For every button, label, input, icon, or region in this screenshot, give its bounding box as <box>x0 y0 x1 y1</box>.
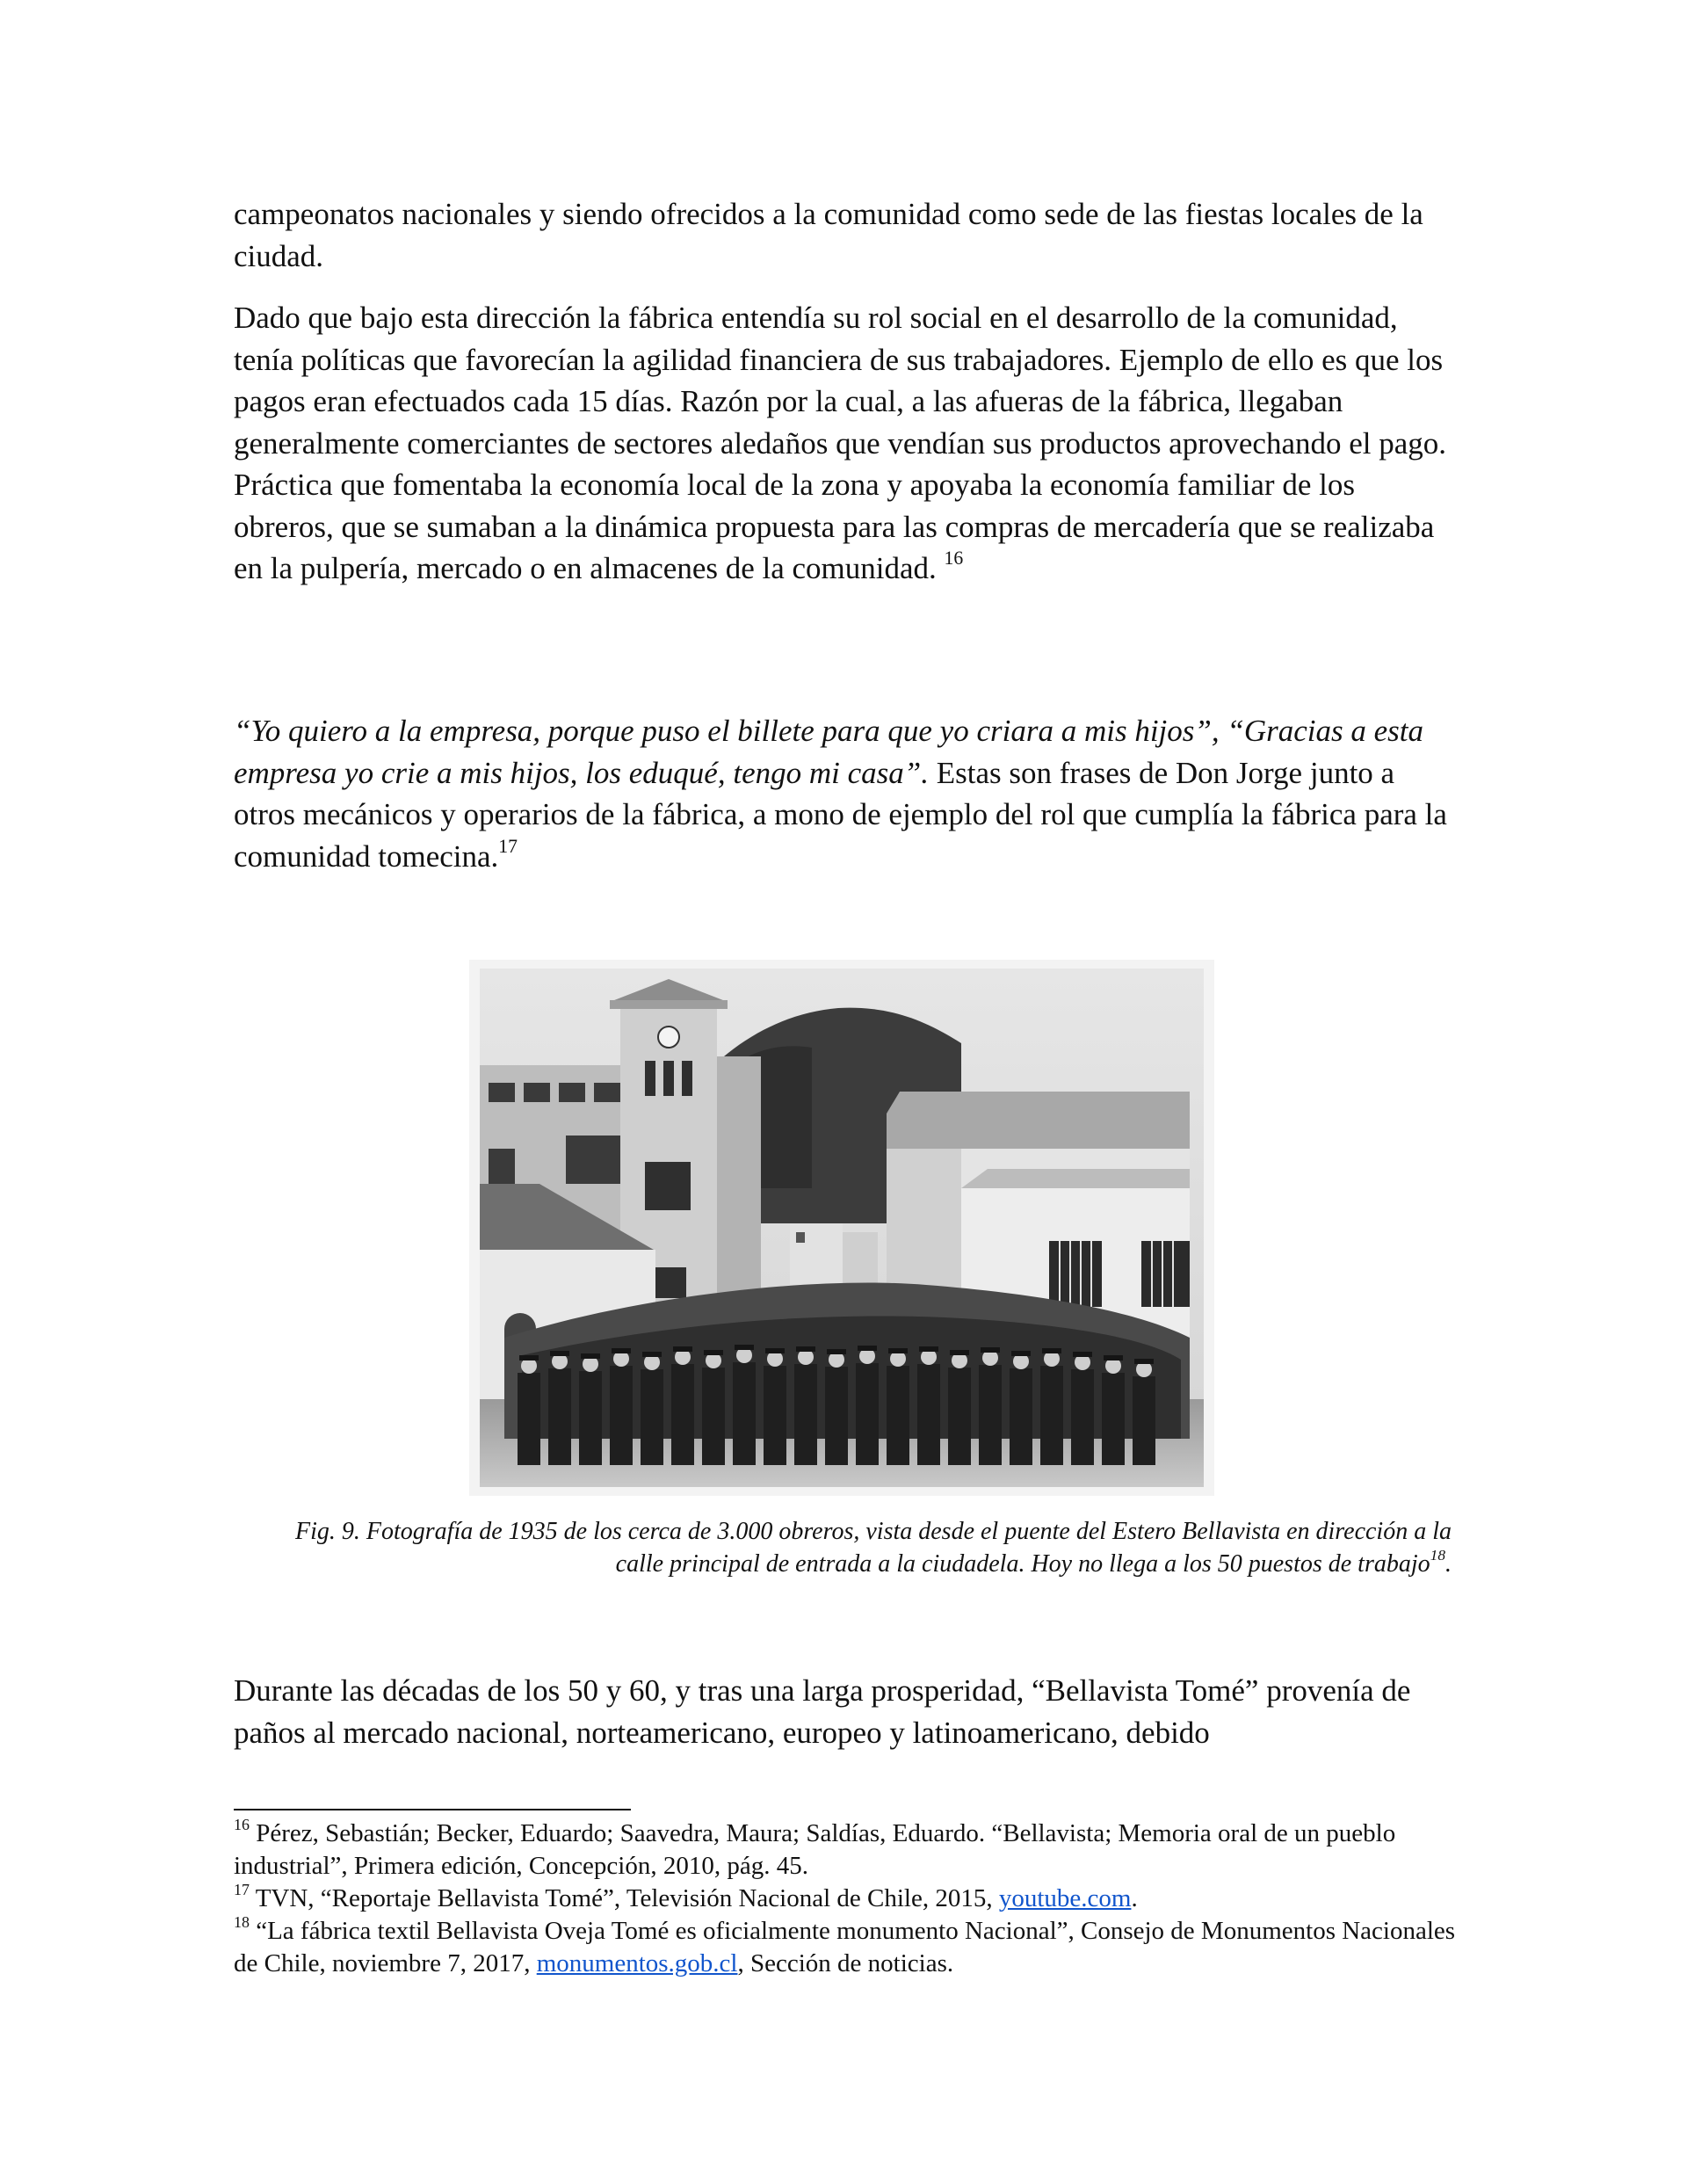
monumentos-link[interactable]: monumentos.gob.cl <box>536 1949 738 1977</box>
figure-caption-end: . <box>1445 1550 1452 1578</box>
footnote-number: 17 <box>234 1880 250 1898</box>
factory-workers-photo <box>469 960 1214 1496</box>
footnote-text: Pérez, Sebastián; Becker, Eduardo; Saavedra, Maura; Saldías, Eduardo. “Bellavista; Memoria oral de un pueblo industrial”, Primera edición, Concepción, 2010, pág. 45. <box>234 1819 1396 1880</box>
paragraph-4 <box>234 1670 1455 1753</box>
paragraph-2 <box>234 297 1455 590</box>
footnote-18 <box>234 1912 1464 1980</box>
footnote-text: “La fábrica textil Bellavista Oveja Tomé es oficialmente monumento Nacional”, Consejo de Monumentos Nacionales de Chile, noviembre 7, 2017, <box>234 1917 1456 1977</box>
paragraph-2-text: Dado que bajo esta dirección la fábrica entendía su rol social en el desarrollo de la comunidad, tenía políticas que favorecían la agilidad financiera de sus trabajadores. Ejemplo de ello es que los pagos eran efectuados cada 15 días. Razón por la cual, a las afueras de la fábrica, llegaban generalmente comerciantes de sectores aledaños que vendían sus productos aprovechando el pago. Práctica que fomentaba la economía local de la zona y apoyaba la economía familiar de los obreros, que se sumaban a la dinámica propuesta para las compras de mercadería que se realizaba en la pulpería, mercado o en almacenes de la comunidad. <box>234 301 1447 585</box>
paragraph-3-text: Estas son frases de Don Jorge junto a otros mecánicos y operarios de la fábrica, a mono de ejemplo del rol que cumplía la fábrica para la comunidad tomecina. <box>234 755 1447 874</box>
footnote-ref-16[interactable]: 16 <box>944 548 964 570</box>
footnote-17 <box>234 1880 1464 1915</box>
footnote-text-end: . <box>1131 1884 1138 1912</box>
paragraph-1 <box>234 193 1455 277</box>
youtube-link[interactable]: youtube.com <box>998 1884 1132 1912</box>
footnote-text-end: , Sección de noticias. <box>737 1949 954 1977</box>
figure-caption-text: Fig. 9. Fotografía de 1935 de los cerca de 3.000 obreros, vista desde el puente del Estero Bellavista en dirección a la calle principal de entrada a la ciudadela. Hoy no llega a los 50 puestos de trabajo <box>295 1518 1452 1578</box>
footnote-ref-17[interactable]: 17 <box>498 835 518 857</box>
paragraph-1-text: campeonatos nacionales y siendo ofrecidos a la comunidad como sede de las fiestas locales de la ciudad. <box>234 197 1423 273</box>
footnote-ref-18[interactable]: 18 <box>1430 1547 1445 1564</box>
footnote-number: 18 <box>234 1912 250 1931</box>
paragraph-3 <box>234 710 1455 877</box>
worker-quote: “Yo quiero a la empresa, porque puso el billete para que yo criara a mis hijos”, “Gracias a esta empresa yo crie a mis hijos, los eduqué, tengo mi casa”. <box>234 714 1423 790</box>
paragraph-4-text: Durante las décadas de los 50 y 60, y tras una larga prosperidad, “Bellavista Tomé” provenía de paños al mercado nacional, norteamericano, europeo y latinoamericano, debido <box>234 1673 1411 1750</box>
footnote-separator <box>234 1809 631 1810</box>
footnote-number: 16 <box>234 1815 250 1833</box>
footnote-16 <box>234 1815 1464 1883</box>
footnote-text: TVN, “Reportaje Bellavista Tomé”, Televisión Nacional de Chile, 2015, <box>255 1884 999 1912</box>
figure-caption <box>264 1515 1452 1580</box>
footnotes <box>234 1815 1464 1980</box>
